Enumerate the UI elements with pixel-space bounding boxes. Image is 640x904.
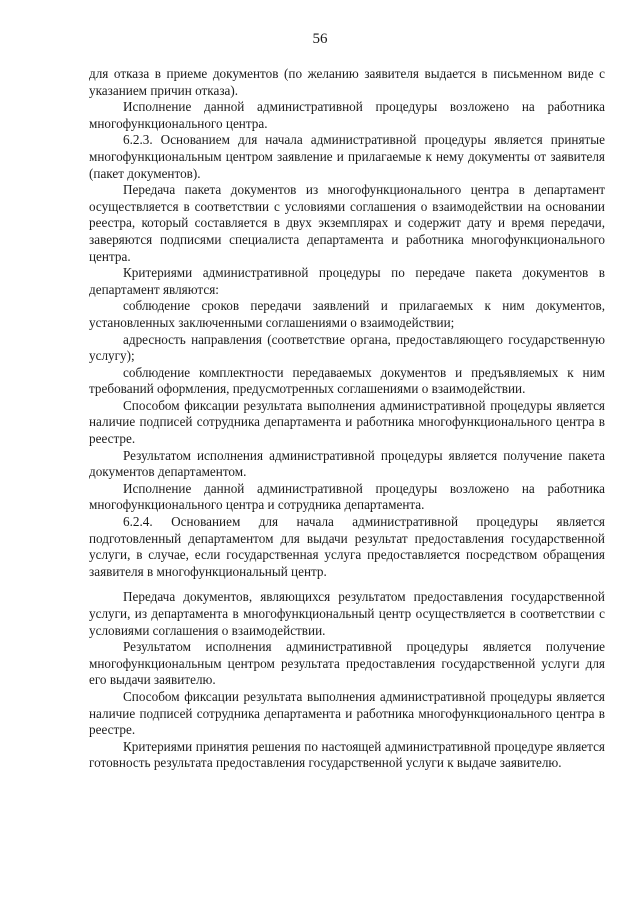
paragraph: Передача документов, являющихся результатом предоставления государственной услуги, из департамента в многофункциональный центр осуществляется в соответствии с условиями соглашения о взаимодействии.	[89, 589, 605, 638]
paragraph: для отказа в приеме документов (по желанию заявителя выдается в письменном виде с указанием причин отказа).	[89, 66, 605, 98]
paragraph: Критериями административной процедуры по передаче пакета документов в департамент являются:	[89, 265, 605, 297]
paragraph: соблюдение сроков передачи заявлений и прилагаемых к ним документов, установленных заключенными соглашениями о взаимодействии;	[89, 298, 605, 330]
paragraph: 6.2.4. Основанием для начала административной процедуры является подготовленный департаментом для выдачи результат предоставления государственной услуги, в случае, если государственная услуга предоставляется посредством обращения заявителя в многофункциональный центр.	[89, 514, 605, 579]
paragraph: Способом фиксации результата выполнения административной процедуры является наличие подписей сотрудника департамента и работника многофункционального центра в реестре.	[89, 688, 605, 738]
paragraph: соблюдение комплектности передаваемых документов и предъявляемых к ним требований оформления, предусмотренных соглашениями о взаимодействии.	[89, 364, 605, 397]
paragraph: Исполнение данной административной процедуры возложено на работника многофункционального центра и сотрудника департамента.	[89, 480, 605, 513]
paragraph: Результатом исполнения административной процедуры является получение многофункциональным центром результата предоставления государственной услуги для его выдачи заявителю.	[89, 639, 605, 688]
page-number: 56	[312, 31, 328, 47]
paragraph: Передача пакета документов из многофункционального центра в департамент осуществляется в соответствии с условиями соглашения о взаимодействии на основании реестра, который составляется в двух экземплярах и содержит дату и время передачи, заверяются подписями специалиста департамента и работника многофункционального центра.	[89, 182, 605, 264]
paragraph: адресность направления (соответствие органа, предоставляющего государственную услугу);	[89, 331, 605, 364]
document-body	[89, 66, 605, 772]
paragraph: Исполнение данной административной процедуры возложено на работника многофункционального центра.	[89, 99, 605, 131]
paragraph: Результатом исполнения административной процедуры является получение пакета документов департаментом.	[89, 447, 605, 480]
paragraph: Способом фиксации результата выполнения административной процедуры является наличие подписей сотрудника департамента и работника многофункционального центра в реестре.	[89, 397, 605, 447]
paragraph: 6.2.3. Основанием для начала административной процедуры является принятые многофункциональным центром заявление и прилагаемые к нему документы от заявителя (пакет документов).	[89, 132, 605, 181]
paragraph: Критериями принятия решения по настоящей административной процедуре является готовность результата предоставления государственной услуги к выдаче заявителю.	[89, 738, 605, 771]
